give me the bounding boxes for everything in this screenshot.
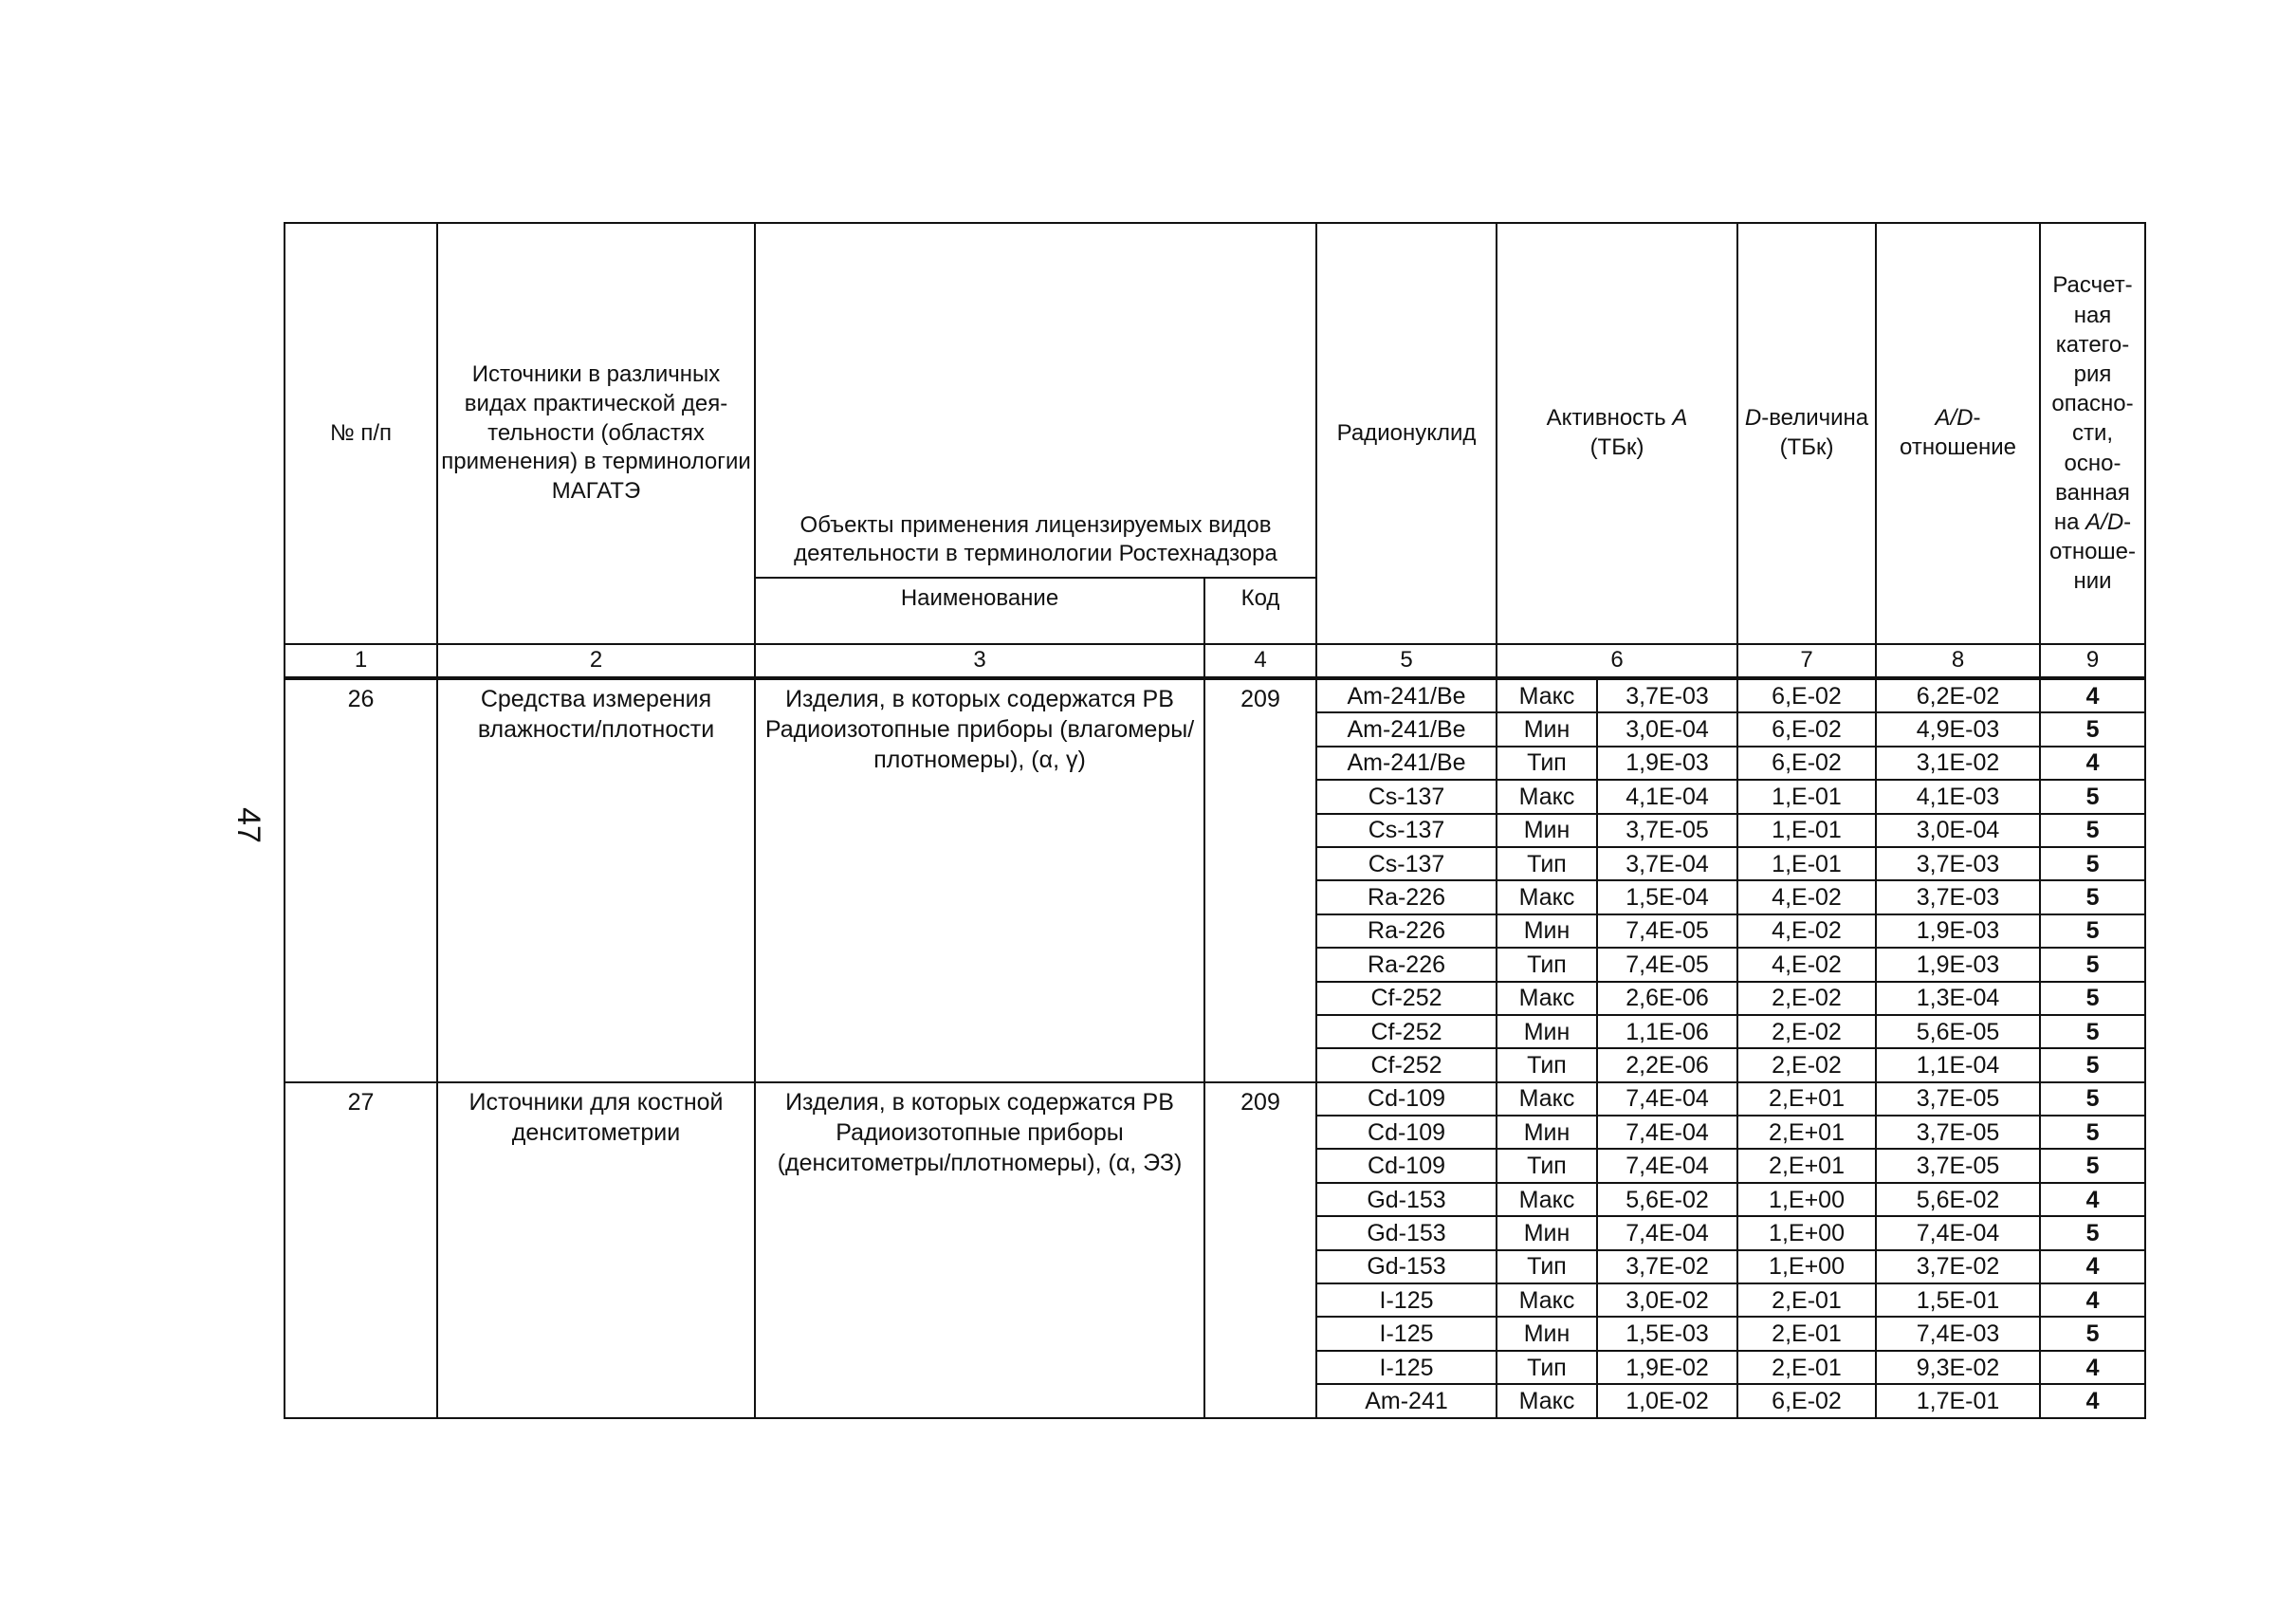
- object-code: 209: [1204, 678, 1316, 1082]
- activity-value-cell: 1,9E-02: [1597, 1351, 1737, 1384]
- activity-value-cell: 3,7E-05: [1597, 814, 1737, 847]
- ad-ratio-cell: 1,7E-01: [1876, 1384, 2040, 1417]
- activity-type-cell: Мин: [1497, 814, 1597, 847]
- ad-ratio-cell: 4,1E-03: [1876, 780, 2040, 813]
- radionuclide-cell: Ra-226: [1316, 880, 1497, 914]
- activity-value-cell: 3,7E-02: [1597, 1250, 1737, 1283]
- radionuclide-cell: Cs-137: [1316, 780, 1497, 813]
- ad-ratio-cell: 7,4E-03: [1876, 1317, 2040, 1350]
- column-number: 4: [1204, 644, 1316, 678]
- ad-ratio-cell: 7,4E-04: [1876, 1216, 2040, 1249]
- category-cell: 4: [2040, 1351, 2145, 1384]
- activity-type-cell: Мин: [1497, 712, 1597, 746]
- ad-ratio-cell: 3,7E-03: [1876, 880, 2040, 914]
- header-row: [285, 223, 2145, 578]
- activity-value-cell: 1,5E-04: [1597, 880, 1737, 914]
- ad-ratio-cell: 1,3E-04: [1876, 982, 2040, 1015]
- activity-value-cell: 1,5E-03: [1597, 1317, 1737, 1350]
- column-number: 6: [1497, 644, 1737, 678]
- radionuclide-cell: I-125: [1316, 1283, 1497, 1317]
- activity-type-cell: Тип: [1497, 847, 1597, 880]
- header-code: Код: [1204, 578, 1316, 644]
- activity-value-cell: 7,4E-04: [1597, 1149, 1737, 1182]
- page-number: 47: [230, 807, 266, 843]
- category-cell: 4: [2040, 1183, 2145, 1216]
- d-value-cell: 1,E-01: [1737, 847, 1876, 880]
- column-number: 2: [437, 644, 755, 678]
- header-name: Наименование: [755, 578, 1204, 644]
- d-value-cell: 1,E+00: [1737, 1216, 1876, 1249]
- category-cell: 5: [2040, 814, 2145, 847]
- activity-type-cell: Мин: [1497, 1015, 1597, 1048]
- activity-type-cell: Тип: [1497, 747, 1597, 780]
- item-number: 26: [285, 678, 437, 1082]
- activity-type-cell: Макс: [1497, 780, 1597, 813]
- activity-type-cell: Макс: [1497, 1283, 1597, 1317]
- activity-type-cell: Мин: [1497, 1216, 1597, 1249]
- activity-type-cell: Тип: [1497, 1149, 1597, 1182]
- column-number: 3: [755, 644, 1204, 678]
- activity-type-cell: Мин: [1497, 1116, 1597, 1149]
- object-description: Изделия, в которых содержатся РВ Радиоизотопные приборы (денситометры/плотномеры), (α, ЭЗ): [755, 1082, 1204, 1418]
- category-cell: 5: [2040, 880, 2145, 914]
- radionuclide-cell: Am-241/Be: [1316, 712, 1497, 746]
- item-number: 27: [285, 1082, 437, 1418]
- activity-type-cell: Макс: [1497, 1082, 1597, 1116]
- ad-ratio-cell: 3,1E-02: [1876, 747, 2040, 780]
- header-ad-ratio: A/D- отношение: [1876, 223, 2040, 644]
- d-value-cell: 2,E-02: [1737, 1048, 1876, 1081]
- ad-ratio-cell: 5,6E-02: [1876, 1183, 2040, 1216]
- radionuclide-cell: I-125: [1316, 1351, 1497, 1384]
- radionuclide-cell: Cd-109: [1316, 1116, 1497, 1149]
- d-value-cell: 2,E-02: [1737, 982, 1876, 1015]
- activity-value-cell: 7,4E-04: [1597, 1116, 1737, 1149]
- activity-value-cell: 7,4E-05: [1597, 914, 1737, 948]
- ad-ratio-cell: 1,9E-03: [1876, 914, 2040, 948]
- d-value-cell: 4,E-02: [1737, 914, 1876, 948]
- category-cell: 5: [2040, 1216, 2145, 1249]
- radionuclide-cell: Cs-137: [1316, 814, 1497, 847]
- radionuclide-cell: Ra-226: [1316, 948, 1497, 981]
- activity-value-cell: 2,2E-06: [1597, 1048, 1737, 1081]
- ad-ratio-cell: 3,7E-05: [1876, 1116, 2040, 1149]
- radionuclide-cell: Gd-153: [1316, 1250, 1497, 1283]
- d-value-cell: 2,E-01: [1737, 1317, 1876, 1350]
- activity-type-cell: Мин: [1497, 914, 1597, 948]
- d-value-cell: 2,E+01: [1737, 1082, 1876, 1116]
- header-source: Источники в различных видах практической дея-тельности (областях применения) в терминологии МАГАТЭ: [437, 223, 755, 644]
- radionuclide-cell: Gd-153: [1316, 1183, 1497, 1216]
- category-cell: 5: [2040, 1317, 2145, 1350]
- ad-ratio-cell: 5,6E-05: [1876, 1015, 2040, 1048]
- category-cell: 4: [2040, 678, 2145, 712]
- activity-type-cell: Мин: [1497, 1317, 1597, 1350]
- ad-ratio-cell: 3,7E-03: [1876, 847, 2040, 880]
- source-description: Средства измерения влажности/плотности: [437, 678, 755, 1082]
- d-value-cell: 1,E+00: [1737, 1250, 1876, 1283]
- category-cell: 5: [2040, 1015, 2145, 1048]
- activity-type-cell: Макс: [1497, 982, 1597, 1015]
- category-cell: 5: [2040, 914, 2145, 948]
- category-cell: 4: [2040, 1384, 2145, 1417]
- category-cell: 5: [2040, 1116, 2145, 1149]
- d-value-cell: 6,E-02: [1737, 678, 1876, 712]
- radionuclide-cell: Gd-153: [1316, 1216, 1497, 1249]
- category-cell: 4: [2040, 747, 2145, 780]
- d-value-cell: 6,E-02: [1737, 1384, 1876, 1417]
- radionuclide-cell: Cf-252: [1316, 1048, 1497, 1081]
- ad-ratio-cell: 3,0E-04: [1876, 814, 2040, 847]
- table-row: [285, 1082, 2145, 1116]
- ad-ratio-cell: 4,9E-03: [1876, 712, 2040, 746]
- column-number: 8: [1876, 644, 2040, 678]
- radionuclide-cell: I-125: [1316, 1317, 1497, 1350]
- activity-value-cell: 2,6E-06: [1597, 982, 1737, 1015]
- d-value-cell: 2,E-02: [1737, 1015, 1876, 1048]
- radionuclide-cell: Cd-109: [1316, 1149, 1497, 1182]
- category-cell: 5: [2040, 1082, 2145, 1116]
- activity-value-cell: 5,6E-02: [1597, 1183, 1737, 1216]
- radionuclide-cell: Cf-252: [1316, 982, 1497, 1015]
- d-value-cell: 6,E-02: [1737, 712, 1876, 746]
- radionuclide-cell: Cf-252: [1316, 1015, 1497, 1048]
- ad-ratio-cell: 1,9E-03: [1876, 948, 2040, 981]
- activity-type-cell: Макс: [1497, 1183, 1597, 1216]
- ad-ratio-cell: 3,7E-05: [1876, 1149, 2040, 1182]
- d-value-cell: 2,E+01: [1737, 1116, 1876, 1149]
- column-number: 9: [2040, 644, 2145, 678]
- header-objects: Объекты применения лицензируемых видов деятельности в терминологии Ростехнадзора: [755, 223, 1316, 578]
- header-d-value: D-величина (ТБк): [1737, 223, 1876, 644]
- activity-value-cell: 7,4E-04: [1597, 1216, 1737, 1249]
- column-number: 1: [285, 644, 437, 678]
- column-numbers-row: [285, 644, 2145, 678]
- activity-value-cell: 1,9E-03: [1597, 747, 1737, 780]
- radionuclide-cell: Cd-109: [1316, 1082, 1497, 1116]
- activity-value-cell: 3,0E-02: [1597, 1283, 1737, 1317]
- table-row: [285, 678, 2145, 712]
- d-value-cell: 4,E-02: [1737, 880, 1876, 914]
- d-value-cell: 1,E-01: [1737, 780, 1876, 813]
- object-code: 209: [1204, 1082, 1316, 1418]
- radionuclide-cell: Ra-226: [1316, 914, 1497, 948]
- activity-value-cell: 4,1E-04: [1597, 780, 1737, 813]
- source-description: Источники для костной денситометрии: [437, 1082, 755, 1418]
- activity-type-cell: Тип: [1497, 1351, 1597, 1384]
- category-cell: 4: [2040, 1250, 2145, 1283]
- activity-type-cell: Тип: [1497, 948, 1597, 981]
- activity-type-cell: Тип: [1497, 1048, 1597, 1081]
- d-value-cell: 2,E-01: [1737, 1283, 1876, 1317]
- activity-value-cell: 3,7E-04: [1597, 847, 1737, 880]
- header-num: № п/п: [285, 223, 437, 644]
- column-number: 7: [1737, 644, 1876, 678]
- activity-type-cell: Макс: [1497, 880, 1597, 914]
- ad-ratio-cell: 3,7E-02: [1876, 1250, 2040, 1283]
- d-value-cell: 1,E-01: [1737, 814, 1876, 847]
- activity-value-cell: 7,4E-05: [1597, 948, 1737, 981]
- header-category: Расчет-ная катего-рия опасно-сти, осно-ванная на A/D-отноше-нии: [2040, 223, 2145, 644]
- d-value-cell: 4,E-02: [1737, 948, 1876, 981]
- category-cell: 5: [2040, 948, 2145, 981]
- activity-value-cell: 3,0E-04: [1597, 712, 1737, 746]
- activity-value-cell: 7,4E-04: [1597, 1082, 1737, 1116]
- ad-ratio-cell: 3,7E-05: [1876, 1082, 2040, 1116]
- ad-ratio-cell: 1,5E-01: [1876, 1283, 2040, 1317]
- radionuclide-cell: Am-241: [1316, 1384, 1497, 1417]
- activity-type-cell: Макс: [1497, 1384, 1597, 1417]
- header-radionuclide: Радионуклид: [1316, 223, 1497, 644]
- d-value-cell: 1,E+00: [1737, 1183, 1876, 1216]
- d-value-cell: 6,E-02: [1737, 747, 1876, 780]
- activity-value-cell: 1,0E-02: [1597, 1384, 1737, 1417]
- activity-value-cell: 3,7E-03: [1597, 678, 1737, 712]
- radionuclide-cell: Am-241/Be: [1316, 747, 1497, 780]
- object-description: Изделия, в которых содержатся РВ Радиоизотопные приборы (влагомеры/плотномеры), (α, γ): [755, 678, 1204, 1082]
- category-cell: 5: [2040, 712, 2145, 746]
- d-value-cell: 2,E+01: [1737, 1149, 1876, 1182]
- ad-ratio-cell: 9,3E-02: [1876, 1351, 2040, 1384]
- column-number: 5: [1316, 644, 1497, 678]
- header-activity: Активность A (ТБк): [1497, 223, 1737, 644]
- ad-ratio-cell: 1,1E-04: [1876, 1048, 2040, 1081]
- d-value-cell: 2,E-01: [1737, 1351, 1876, 1384]
- radionuclide-cell: Am-241/Be: [1316, 678, 1497, 712]
- activity-value-cell: 1,1E-06: [1597, 1015, 1737, 1048]
- radionuclide-table: [284, 222, 2146, 1419]
- category-cell: 5: [2040, 1048, 2145, 1081]
- activity-type-cell: Тип: [1497, 1250, 1597, 1283]
- activity-type-cell: Макс: [1497, 678, 1597, 712]
- category-cell: 5: [2040, 847, 2145, 880]
- category-cell: 5: [2040, 780, 2145, 813]
- radionuclide-cell: Cs-137: [1316, 847, 1497, 880]
- category-cell: 5: [2040, 1149, 2145, 1182]
- category-cell: 4: [2040, 1283, 2145, 1317]
- ad-ratio-cell: 6,2E-02: [1876, 678, 2040, 712]
- category-cell: 5: [2040, 982, 2145, 1015]
